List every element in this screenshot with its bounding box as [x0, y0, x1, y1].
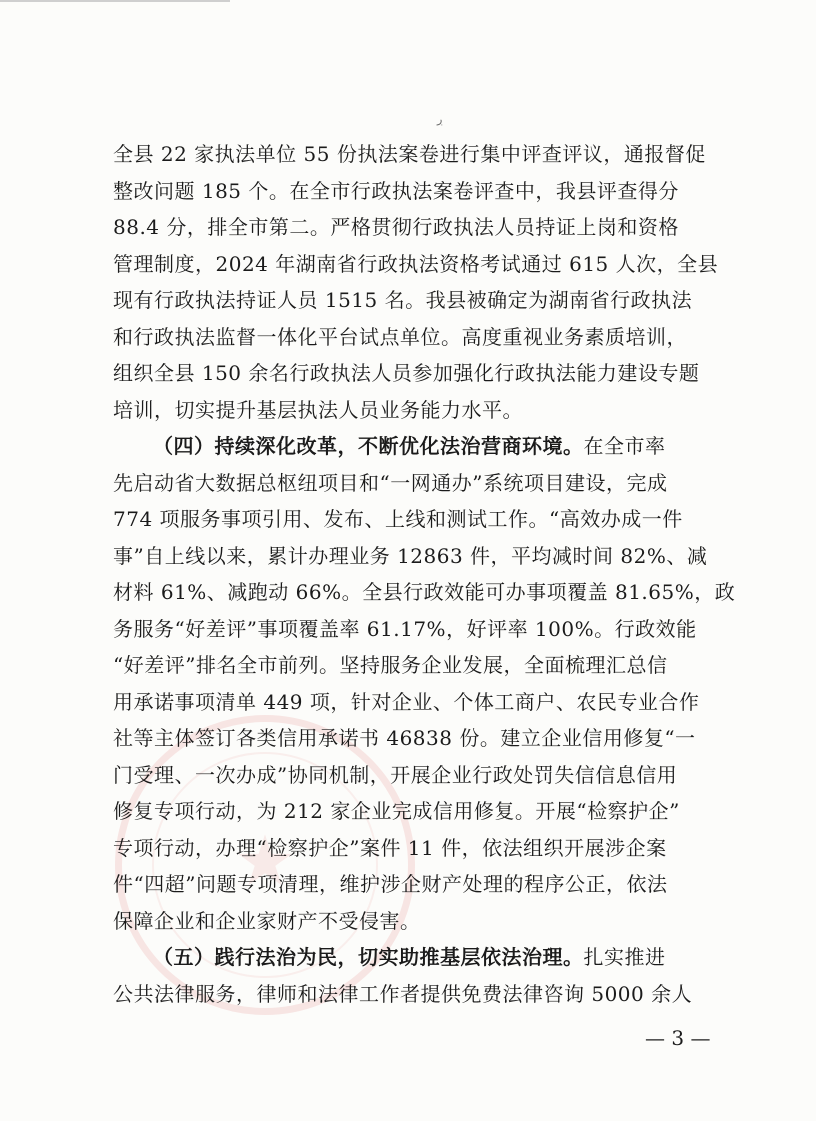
body-line-24: 公共法律服务，律师和法律工作者提供免费法律咨询 5000 余人 [113, 982, 693, 1006]
section-five-lead: 扎实推进 [583, 945, 666, 969]
body-line-21: 件“四超”问题专项清理，维护涉企财产处理的程序公正，依法 [113, 872, 668, 896]
section-four-line [153, 432, 753, 460]
section-four-heading: （四）持续深化改革，不断优化法治营商环境。 [153, 434, 584, 458]
body-line-3: 88.4 分，排全市第二。严格贯彻行政执法人员持证上岗和资格 [113, 215, 679, 239]
body-line-16: 用承诺事项清单 449 项，针对企业、个体工商户、农民专业合作 [113, 690, 700, 714]
body-line-6: 和行政执法监督一体化平台试点单位。高度重视业务素质培训， [113, 325, 687, 349]
body-line-10: 先启动省大数据总枢纽项目和“一网通办”系统项目建设，完成 [113, 471, 668, 495]
section-five-heading: （五）践行法治为民，切实助推基层依法治理。 [153, 945, 584, 969]
body-line-8: 培训，切实提升基层执法人员业务能力水平。 [113, 398, 523, 422]
scan-mark: ڔ [437, 113, 443, 126]
seal-star-icon: ★ [233, 819, 297, 902]
scan-edge-line [0, 0, 230, 2]
body-line-19: 修复专项行动，为 212 家企业完成信用修复。开展“检察护企” [113, 799, 680, 823]
body-line-15: “好差评”排名全市前列。坚持服务企业发展，全面梳理汇总信 [113, 653, 668, 677]
body-line-1: 全县 22 家执法单位 55 份执法案卷进行集中评查评议，通报督促 [113, 142, 706, 166]
body-line-4: 管理制度，2024 年湖南省行政执法资格考试通过 615 人次，全县 [113, 252, 719, 276]
body-line-11: 774 项服务事项引用、发布、上线和测试工作。“高效办成一件 [113, 507, 683, 531]
body-line-17: 社等主体签订各类信用承诺书 46838 份。建立企业信用修复“一 [113, 726, 696, 750]
body-line-18: 门受理、一次办成”协同机制，开展企业行政处罚失信信息信用 [113, 763, 678, 787]
section-five-line [153, 943, 753, 971]
page-number: — 3 — [645, 1026, 711, 1050]
body-line-12: 事”自上线以来，累计办理业务 12863 件，平均减时间 82%、减 [113, 544, 708, 568]
body-line-2: 整改问题 185 个。在全市行政执法案卷评查中，我县评查得分 [113, 179, 679, 203]
section-four-lead: 在全市率 [583, 434, 666, 458]
body-line-7: 组织全县 150 余名行政执法人员参加强化行政执法能力建设专题 [113, 361, 700, 385]
body-line-13: 材料 61%、减跑动 66%。全县行政效能可办事项覆盖 81.65%，政 [113, 580, 736, 604]
body-line-20: 专项行动，办理“检察护企”案件 11 件，依法组织开展涉企案 [113, 836, 667, 860]
body-line-22: 保障企业和企业家财产不受侵害。 [113, 909, 421, 933]
body-line-5: 现有行政执法持证人员 1515 名。我县被确定为湖南省行政执法 [113, 288, 693, 312]
body-line-14: 务服务“好差评”事项覆盖率 61.17%，好评率 100%。行政效能 [113, 617, 697, 641]
